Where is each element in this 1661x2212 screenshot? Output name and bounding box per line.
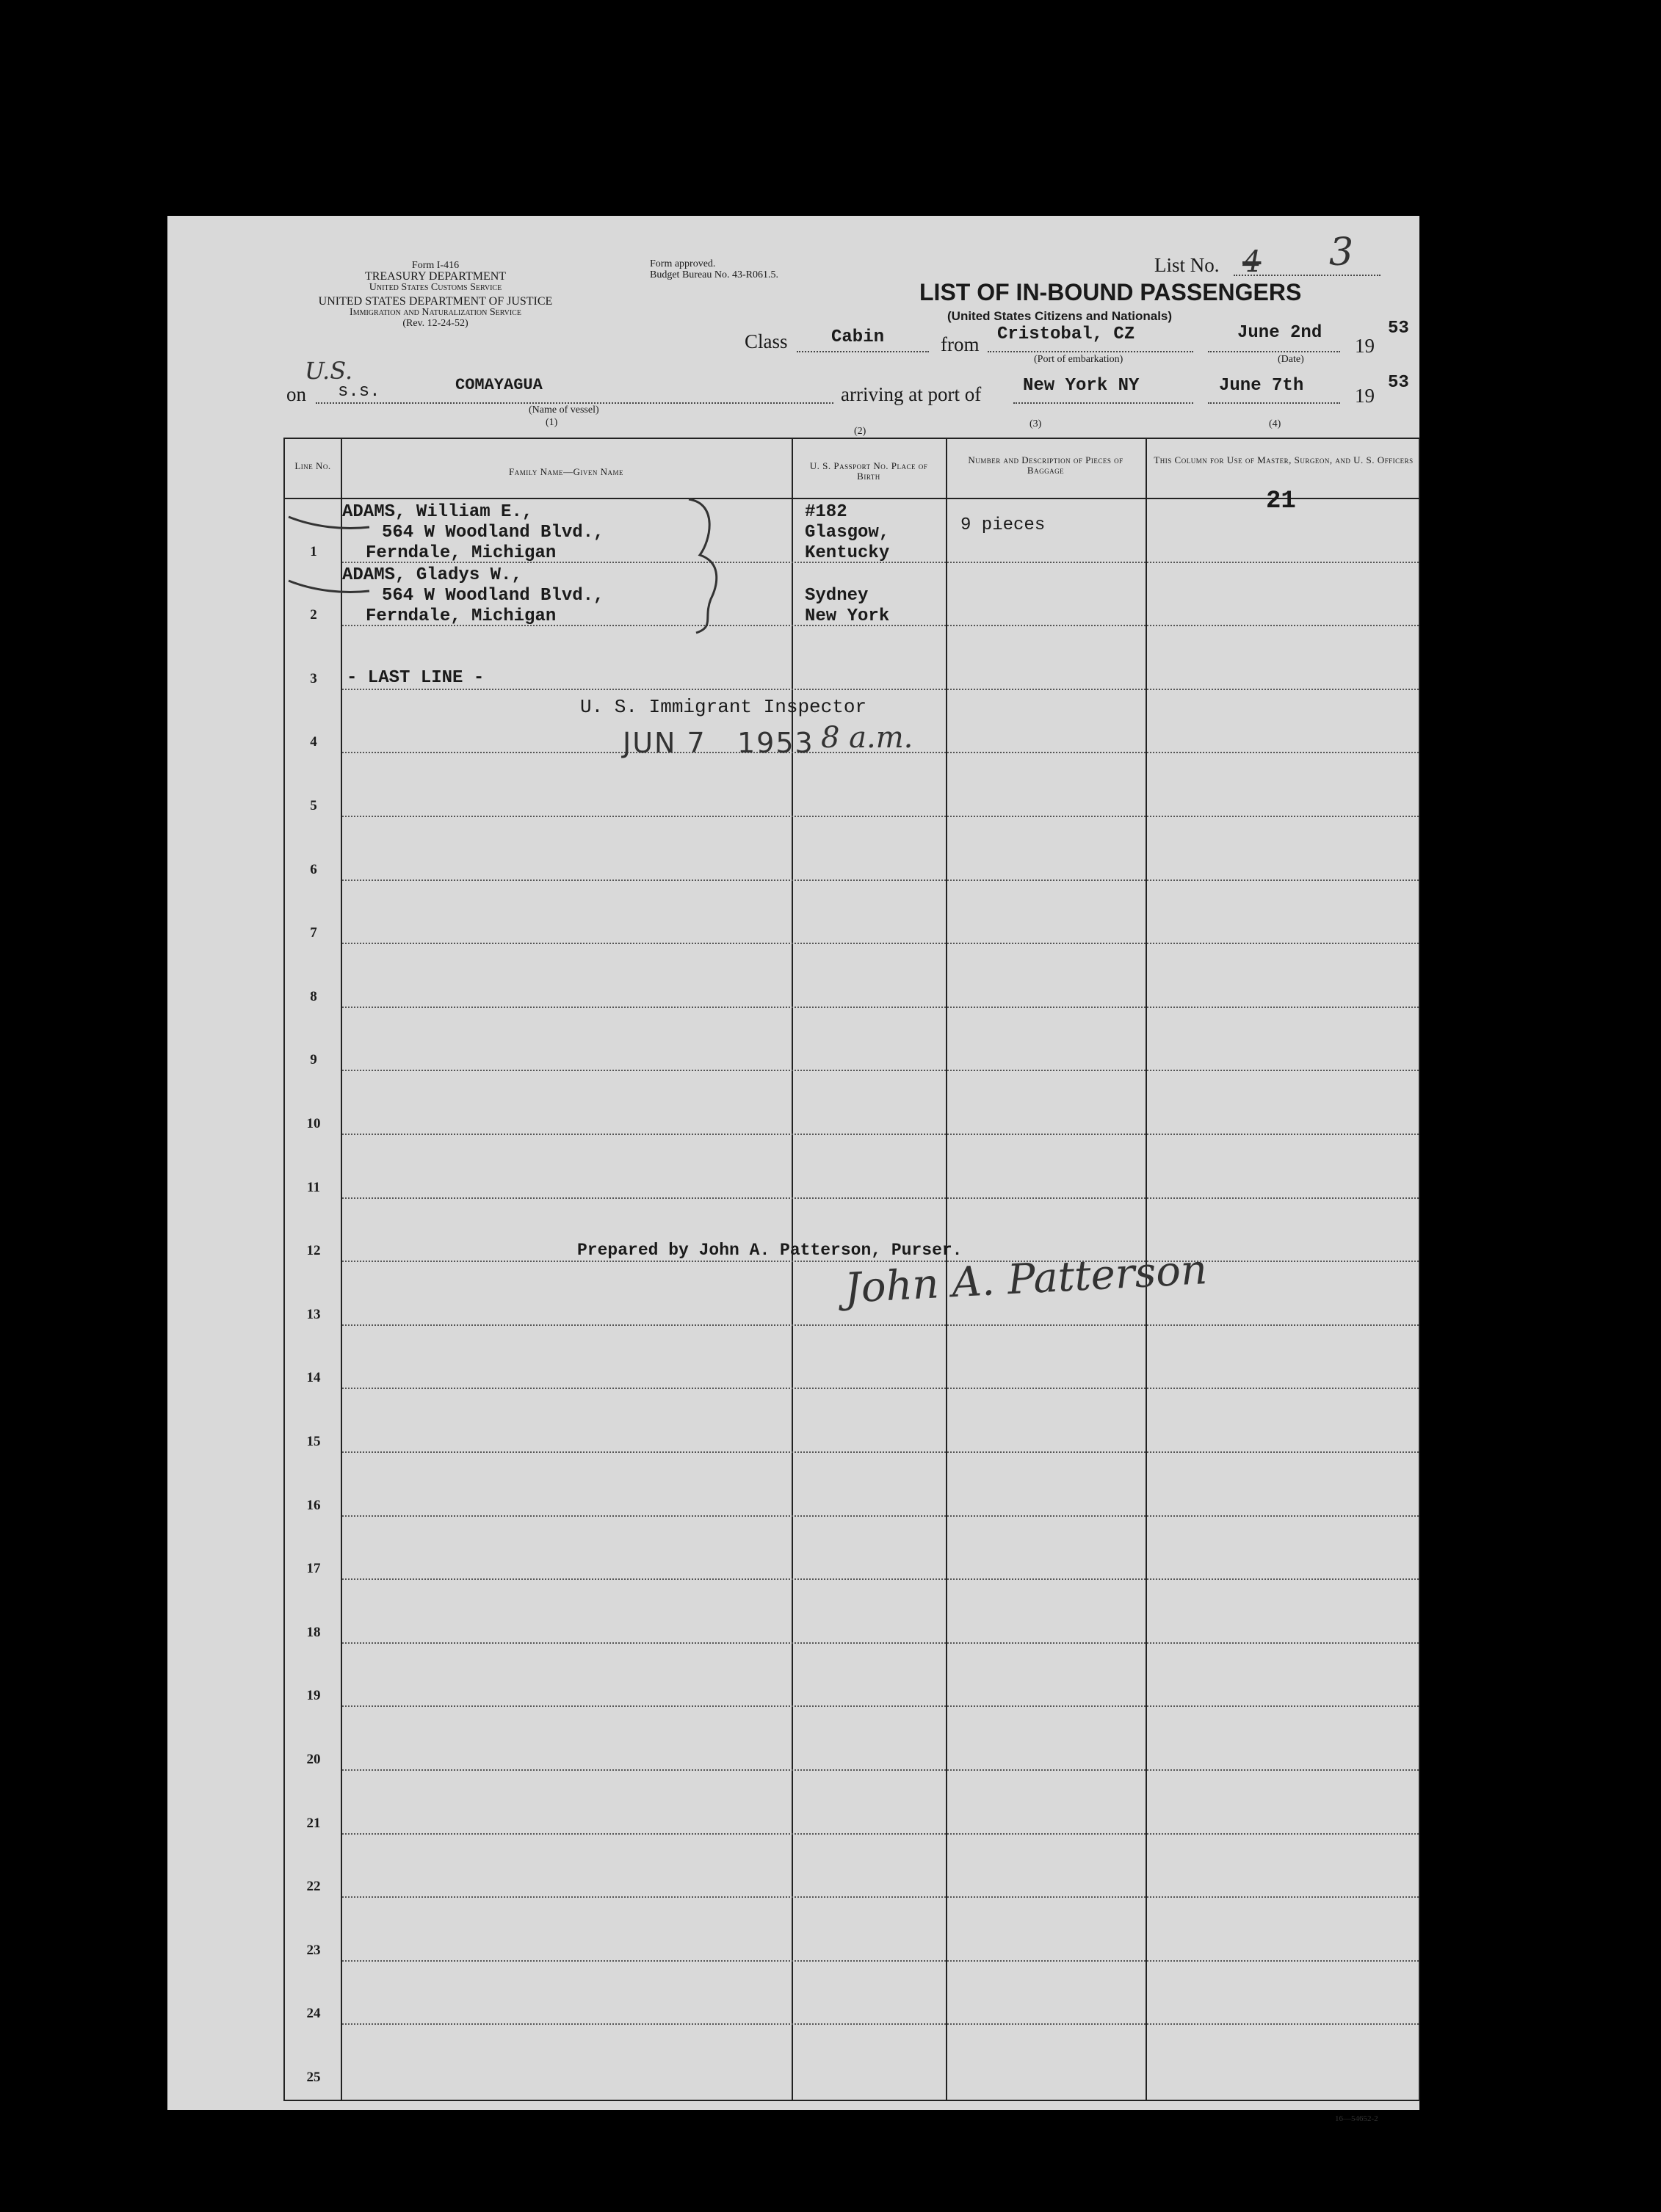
table-row: [342, 1451, 1419, 1453]
arrival-date-line: [1208, 402, 1340, 404]
dept-treasury: TREASURY DEPARTMENT: [364, 270, 507, 283]
family-brace-mark: [681, 496, 733, 636]
table-row: [342, 880, 1419, 881]
list-number-struck: 4: [1242, 245, 1262, 279]
col-header-line: Line No.: [294, 460, 331, 471]
table-row: [342, 1578, 1419, 1580]
line-number: 18: [306, 1624, 321, 1640]
footer-code: 16—54652-2: [1335, 2114, 1378, 2123]
line-number: 23: [306, 1942, 321, 1958]
table-row: [342, 1642, 1419, 1644]
col-header-officers: This Column for Use of Master, Surgeon, and U. S. Officers: [1154, 454, 1414, 465]
vessel-caption: (Name of vessel): [529, 405, 599, 416]
date-line: [1208, 351, 1340, 352]
arrival-year-prefix: 19: [1355, 385, 1375, 407]
line-number: 15: [306, 1434, 321, 1449]
from-label: from: [941, 333, 980, 355]
table-row: [342, 1960, 1419, 1962]
arrival-date: June 7th: [1219, 376, 1304, 396]
col-header-passport: U. S. Passport No. Place of Birth: [809, 460, 928, 482]
form-subtitle: (United States Citizens and Nationals): [947, 309, 1173, 323]
class-label: Class: [745, 330, 788, 352]
line-number: 16: [306, 1497, 321, 1513]
class-value: Cabin: [831, 327, 885, 347]
arrow-mark: [285, 575, 373, 604]
table-row: [342, 1769, 1419, 1771]
date-caption: (Date): [1278, 354, 1304, 365]
entry-2-birthplace: Sydney: [805, 586, 869, 606]
inspector-stamp-label: U. S. Immigrant Inspector: [580, 696, 867, 718]
class-line: [797, 351, 929, 352]
table-row: [342, 1896, 1419, 1898]
dept-customs: United States Customs Service: [369, 282, 502, 293]
list-number: 3: [1329, 231, 1354, 275]
approved-text: Form approved.: [650, 258, 716, 269]
caption-3: (3): [1029, 418, 1042, 429]
officer-mark: 21: [1266, 487, 1296, 515]
entry-1-baggage: 9 pieces: [960, 515, 1046, 535]
line-number: 6: [310, 861, 317, 877]
line-number: 3: [310, 670, 317, 686]
header-divider: [285, 498, 1419, 499]
embarkation-port: Cristobal, CZ: [997, 324, 1135, 344]
line-number: 25: [306, 2070, 321, 2085]
dept-justice: UNITED STATES DEPARTMENT OF JUSTICE: [318, 295, 553, 308]
vessel-name: COMAYAGUA: [455, 376, 543, 394]
form-header-left: [278, 260, 593, 329]
entry-1-address: 564 W Woodland Blvd.,: [382, 523, 604, 543]
budget-number: Budget Bureau No. 43-R061.5.: [650, 269, 778, 280]
line-number: 19: [306, 1688, 321, 1704]
line-number: 4: [310, 734, 317, 750]
form-number: Form I-416: [411, 260, 460, 271]
line-number: 20: [306, 1752, 321, 1767]
last-line-marker: - LAST LINE -: [347, 668, 485, 688]
dept-ins: Immigration and Naturalization Service: [350, 307, 521, 318]
table-row: [342, 1070, 1419, 1071]
table-row: [342, 2023, 1419, 2025]
arrival-year: 53: [1388, 373, 1409, 393]
table-row: [342, 1388, 1419, 1389]
passenger-table: [283, 438, 1420, 2101]
arrival-port-line: [1013, 402, 1193, 404]
caption-1: (1): [546, 417, 558, 428]
table-row: [342, 689, 1419, 690]
line-number: 9: [310, 1052, 317, 1068]
on-handwritten: U.S.: [305, 357, 353, 385]
vessel-line: [316, 402, 833, 404]
on-label: on: [286, 383, 306, 405]
stamp-date: JUN 7: [623, 727, 706, 759]
line-number: 21: [306, 1815, 321, 1831]
line-number: 17: [306, 1561, 321, 1577]
arrow-mark: [285, 511, 373, 540]
form-approval: [650, 258, 778, 280]
entry-1-name: ADAMS, William E.,: [342, 502, 533, 522]
line-number: 1: [310, 543, 317, 559]
entry-2-city: Ferndale, Michigan: [366, 606, 557, 626]
entry-1-birthplace: Glasgow,: [805, 523, 890, 543]
line-number: 10: [306, 1116, 321, 1131]
table-row: [342, 816, 1419, 817]
form-title: LIST OF IN-BOUND PASSENGERS: [919, 279, 1302, 305]
line-number: 12: [306, 1243, 321, 1259]
table-row: [342, 1007, 1419, 1008]
purser-signature: John A. Patterson: [843, 1246, 1209, 1313]
entry-2-address: 564 W Woodland Blvd.,: [382, 586, 604, 606]
line-number: 5: [310, 798, 317, 813]
list-no-line: [1234, 275, 1380, 276]
table-row: [342, 1515, 1419, 1517]
line-number: 24: [306, 2006, 321, 2022]
table-row: [342, 1197, 1419, 1199]
table-row: [342, 1705, 1419, 1707]
caption-2: (2): [854, 426, 866, 437]
entry-1-passport: #182: [805, 502, 847, 522]
prepared-by: Prepared by John A. Patterson, Purser.: [577, 1241, 963, 1260]
entry-1-city: Ferndale, Michigan: [366, 543, 557, 563]
line-number: 14: [306, 1370, 321, 1386]
line-number: 13: [306, 1306, 321, 1322]
list-label: List No.: [1154, 254, 1220, 276]
embarkation-date: June 2nd: [1237, 323, 1322, 343]
ss-label: s.s.: [338, 382, 380, 402]
table-row: [342, 1134, 1419, 1135]
entry-2-birthstate: New York: [805, 606, 890, 626]
table-row: [342, 1261, 1419, 1262]
col-header-name: Family Name—Given Name: [509, 466, 623, 477]
arrival-port: New York NY: [1023, 376, 1140, 396]
entry-1-birthstate: Kentucky: [805, 543, 890, 563]
line-number: 22: [306, 1879, 321, 1895]
line-number: 11: [307, 1179, 320, 1195]
line-number: 2: [310, 607, 317, 623]
stamp-year: 1953: [737, 727, 814, 759]
form-revision: (Rev. 12-24-52): [402, 318, 468, 329]
table-row: [342, 1324, 1419, 1326]
stamp-time: 8 a.m.: [821, 721, 913, 755]
line-number: 7: [310, 925, 317, 941]
col-header-baggage: Number and Description of Pieces of Baggage: [968, 454, 1123, 476]
table-row: [342, 943, 1419, 944]
arriving-label: arriving at port of: [841, 383, 982, 405]
port-line: [988, 351, 1193, 352]
year-prefix: 19: [1355, 335, 1375, 357]
table-row: [342, 1833, 1419, 1835]
line-number: 8: [310, 988, 317, 1004]
entry-2-name: ADAMS, Gladys W.,: [342, 565, 522, 585]
port-caption: (Port of embarkation): [1034, 354, 1123, 365]
embarkation-year: 53: [1388, 319, 1409, 338]
caption-4: (4): [1269, 418, 1281, 429]
